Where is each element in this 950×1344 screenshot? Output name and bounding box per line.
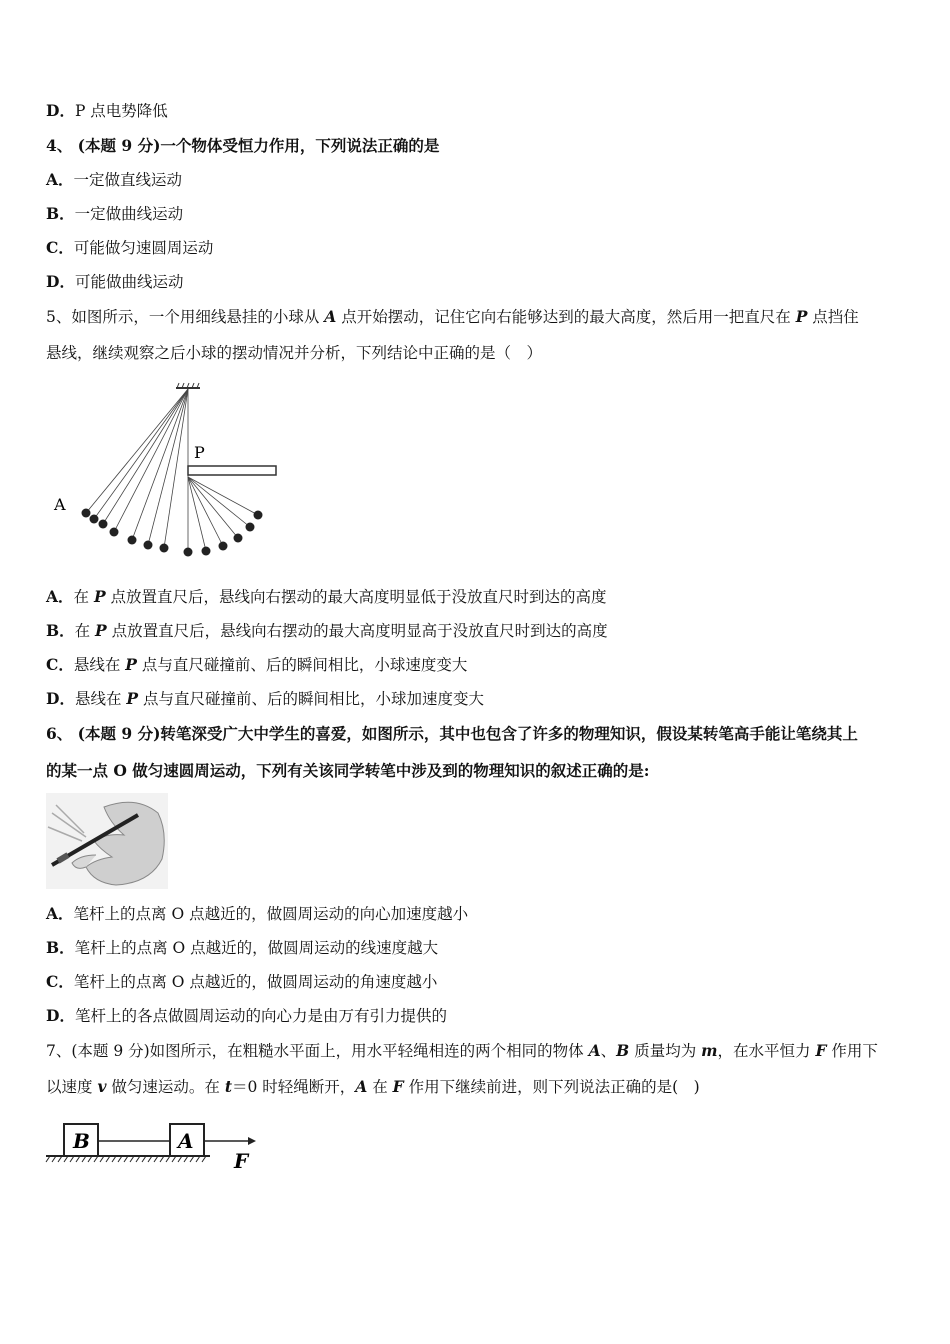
- var-m: m: [701, 1041, 718, 1060]
- q7-stem-line1: [46, 1041, 878, 1061]
- option-text: 笔杆上的点离 O 点越近的，做圆周运动的向心加速度越小: [73, 905, 469, 923]
- option-label: C．: [46, 655, 74, 674]
- arrow-head-icon: [248, 1137, 256, 1145]
- pendulum-figure: [48, 382, 288, 562]
- q7-text: ＝0 时轻绳断开，: [231, 1078, 356, 1096]
- option-label: D．: [46, 272, 75, 291]
- var-p: P: [93, 587, 106, 606]
- option-text: 一定做曲线运动: [74, 205, 184, 223]
- q7-text: 作用下继续前进，则下列说法正确的是( ): [403, 1078, 700, 1096]
- q7-text: 、: [600, 1042, 617, 1060]
- option-text: 笔杆上的点离 O 点越近的，做圆周运动的线速度越大: [74, 939, 439, 957]
- option-text: 一定做直线运动: [73, 171, 183, 189]
- q7-text: ，在水平恒力: [717, 1042, 816, 1060]
- label-p: P: [194, 443, 205, 462]
- var-p: P: [126, 689, 139, 708]
- blocks-figure: [44, 1112, 264, 1176]
- var-a: A: [355, 1077, 368, 1096]
- var-t: t: [224, 1077, 232, 1096]
- q4-option-a: [46, 170, 182, 190]
- q5-stem-line1: [46, 307, 859, 327]
- q6-option-a: [46, 904, 468, 924]
- option-label: D．: [46, 1006, 75, 1025]
- q4-stem: 4、 (本题 9 分)一个物体受恒力作用，下列说法正确的是: [46, 136, 440, 155]
- q6-stem-line2: 的某一点 O 做匀速圆周运动，下列有关该同学转笔中涉及到的物理知识的叙述正确的是:: [46, 761, 650, 780]
- q7-text: 做匀速运动。在: [106, 1078, 225, 1096]
- var-f: F: [815, 1041, 827, 1060]
- q5-option-c: [46, 655, 467, 675]
- q3-option-d: [46, 101, 168, 121]
- q5-option-d: [46, 689, 484, 709]
- option-label: C．: [46, 972, 74, 991]
- q4-option-c: [46, 238, 213, 258]
- q5-stem-text: 点挡住: [807, 308, 859, 326]
- var-p: P: [795, 307, 808, 326]
- option-label: A．: [46, 170, 74, 189]
- var-p: P: [95, 621, 107, 640]
- q6-option-c: [46, 972, 437, 992]
- var-v: v: [97, 1077, 107, 1096]
- ceiling-mount: [176, 383, 200, 388]
- q5-stem-text: 5、如图所示，一个用细线悬挂的小球从: [46, 308, 325, 326]
- option-text: 可能做匀速圆周运动: [73, 239, 214, 257]
- option-text: 在: [73, 588, 94, 606]
- q5-stem-text: 点开始摆动，记住它向右能够达到的最大高度，然后用一把直尺在: [336, 308, 796, 326]
- option-text: 笔杆上的点离 O 点越近的，做圆周运动的角速度越小: [73, 973, 438, 991]
- q7-text: 质量均为: [629, 1042, 702, 1060]
- option-label: D．: [46, 101, 75, 120]
- option-text: 点与直尺碰撞前、后的瞬间相比，小球速度变大: [136, 656, 468, 674]
- q7-stem-line2: [46, 1077, 700, 1097]
- option-label: D．: [46, 689, 75, 708]
- option-label: B．: [46, 938, 75, 957]
- option-text: 在: [74, 622, 96, 640]
- option-text: 可能做曲线运动: [74, 273, 184, 291]
- q6-option-d: [46, 1006, 447, 1026]
- var-f: F: [392, 1077, 404, 1096]
- option-text: 点与直尺碰撞前、后的瞬间相比，小球加速度变大: [138, 690, 484, 708]
- option-label: B．: [46, 621, 75, 640]
- q6-option-b: [46, 938, 438, 958]
- label-f: F: [234, 1149, 249, 1173]
- option-text: 悬线在: [74, 690, 127, 708]
- q6-stem-line1: 6、 (本题 9 分)转笔深受广大中学生的喜爱，如图所示，其中也包含了许多的物理知识，假设某转笔高手能让笔绕其上: [46, 724, 858, 743]
- label-b: B: [73, 1129, 90, 1153]
- q7-text: 在: [367, 1078, 393, 1096]
- q7-text: 以速度: [46, 1078, 98, 1096]
- q5-option-a: [46, 587, 607, 607]
- option-label: A．: [46, 904, 74, 923]
- option-text: 点放置直尺后，悬线向右摆动的最大高度明显低于没放直尺时到达的高度: [105, 588, 607, 606]
- option-text: 笔杆上的各点做圆周运动的向心力是由万有引力提供的: [74, 1007, 447, 1025]
- option-text: 点放置直尺后，悬线向右摆动的最大高度明显高于没放直尺时到达的高度: [106, 622, 608, 640]
- var-a: A: [588, 1041, 601, 1060]
- q5-option-b: [46, 621, 608, 641]
- option-label: A．: [46, 587, 74, 606]
- option-label: B．: [46, 204, 75, 223]
- q7-text: 7、(本题 9 分)如图所示，在粗糙水平面上，用水平轻绳相连的两个相同的物体: [46, 1042, 589, 1060]
- label-a: A: [54, 495, 66, 514]
- var-p: P: [125, 655, 137, 674]
- option-text: 悬线在: [73, 656, 126, 674]
- label-a: A: [178, 1129, 194, 1153]
- q7-text: 作用下: [826, 1042, 878, 1060]
- option-text: P 点电势降低: [74, 102, 168, 120]
- var-b: B: [616, 1041, 630, 1060]
- pen-spinning-figure: [46, 793, 168, 889]
- var-a: A: [324, 307, 337, 326]
- option-label: C．: [46, 238, 74, 257]
- q5-stem-line2: 悬线，继续观察之后小球的摆动情况并分析，下列结论中正确的是（ ）: [46, 344, 543, 362]
- q4-option-b: [46, 204, 183, 224]
- ruler: [188, 466, 276, 475]
- q4-option-d: [46, 272, 183, 292]
